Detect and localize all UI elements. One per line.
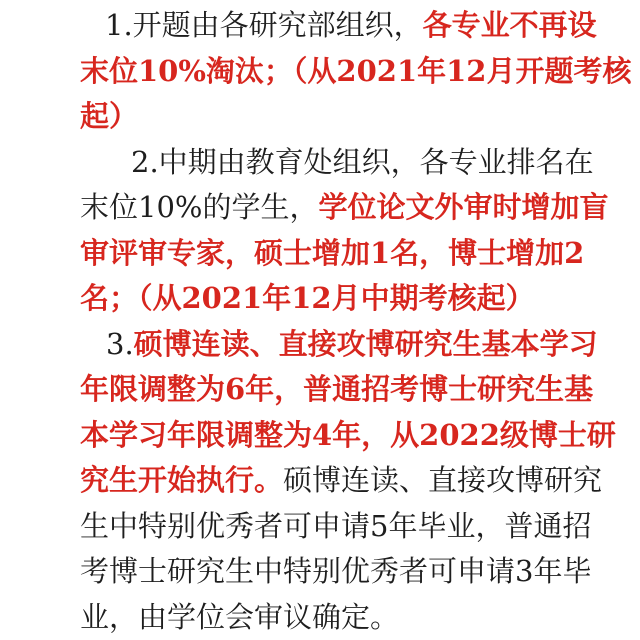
item-1-emphasis: 各专业不再设 xyxy=(422,8,597,42)
item-2-emphasis-end: 名；（从2021年12月中期考核起） xyxy=(80,281,535,315)
item-3-text-cont-1: 生中特别优秀者可申请5年毕业，普通招 xyxy=(80,509,592,543)
item-3-text: 硕博连读、直接攻博研究 xyxy=(283,463,603,497)
item-3-line-2 xyxy=(80,366,636,412)
item-2-line-3 xyxy=(80,230,636,276)
item-3-line-5 xyxy=(80,503,636,549)
item-2-heading: 2.中期由教育处组织，各专业排名在 xyxy=(131,145,594,179)
item-3-emphasis-end: 究生开始执行。 xyxy=(80,463,284,497)
item-3-line-3 xyxy=(80,412,636,458)
item-3-line-4 xyxy=(80,457,636,503)
item-3-emphasis: 硕博连读、直接攻博研究生基本学习 xyxy=(133,327,598,361)
item-1-emphasis-cont: 末位10%淘汰；（从2021年12月开题考核 xyxy=(80,54,632,88)
item-3-line-6 xyxy=(80,548,636,594)
item-2-line-4 xyxy=(80,275,636,321)
item-3-text-cont-2: 考博士研究生中特别优秀者可申请3年毕 xyxy=(80,554,592,588)
item-3-emphasis-cont-2: 本学习年限调整为4年，从2022级博士研 xyxy=(80,418,616,452)
item-3-text-end: 业，由学位会审议确定。 xyxy=(80,600,400,634)
item-2-emphasis-cont: 审评审专家，硕士增加1名，博士增加2 xyxy=(80,236,585,270)
item-1-line-2 xyxy=(80,48,636,94)
item-1-line-1 xyxy=(105,2,636,48)
item-3-line-1 xyxy=(106,321,636,367)
item-1-line-3 xyxy=(80,93,636,139)
item-3-number: 3. xyxy=(106,327,134,361)
item-2-line-1 xyxy=(131,139,636,185)
item-1-heading: 1.开题由各研究部组织， xyxy=(105,8,423,42)
item-3-line-7 xyxy=(80,594,636,640)
item-1-emphasis-end: 起） xyxy=(80,99,139,133)
item-2-line-2 xyxy=(80,184,636,230)
item-2-text: 末位10%的学生， xyxy=(80,190,319,224)
item-2-emphasis: 学位论文外审时增加盲 xyxy=(318,190,609,224)
item-3-emphasis-cont-1: 年限调整为6年，普通招考博士研究生基 xyxy=(80,372,594,406)
